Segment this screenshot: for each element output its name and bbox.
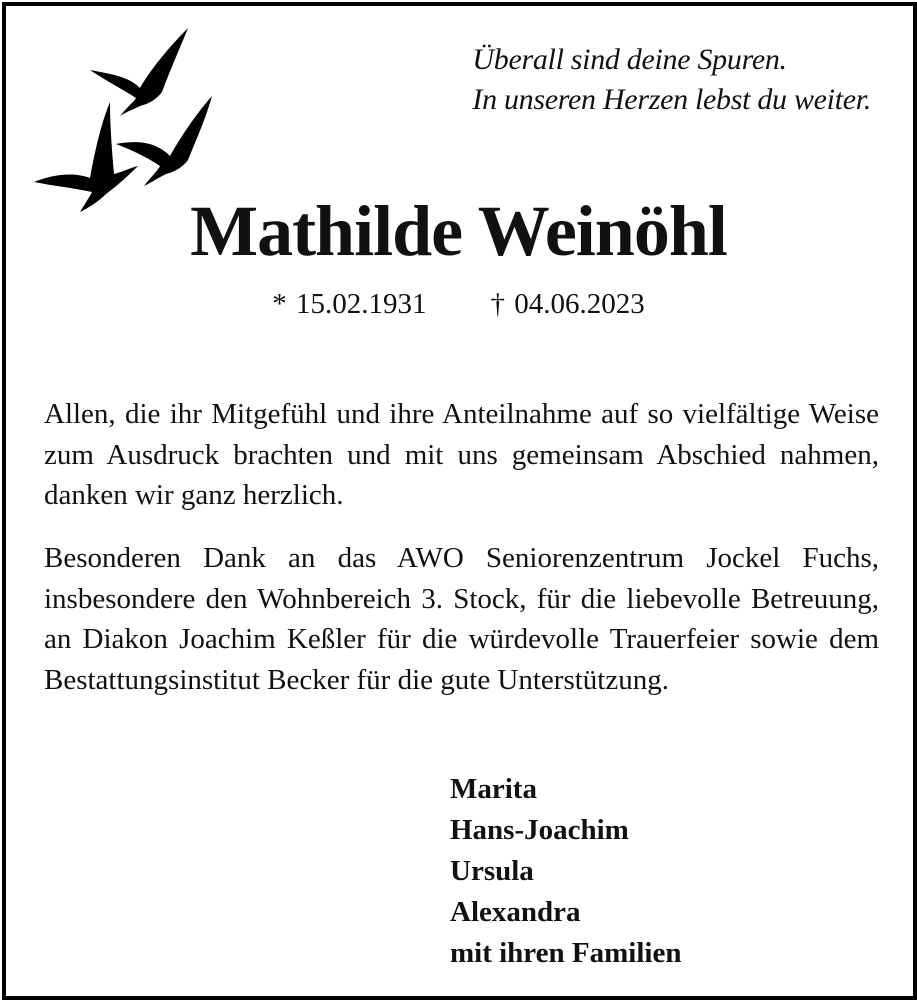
life-dates bbox=[0, 284, 917, 324]
motto-line-2: In unseren Herzen lebst du weiter. bbox=[472, 83, 871, 116]
death-date: † 04.06.2023 bbox=[490, 288, 645, 320]
motto-line-1: Überall sind deine Spuren. bbox=[472, 43, 787, 76]
birth-date: * 15.02.1931 bbox=[272, 288, 427, 320]
signer: Alexandra bbox=[450, 896, 581, 928]
signer: Hans-Joachim bbox=[450, 814, 629, 846]
special-thanks-paragraph: Besonderen Dank an das AWO Seniorenzentrum Jockel Fuchs, insbesondere den Wohnbereich 3. Stock, für die liebevolle Betreuung, an Diakon Joachim Keßler für die würdevolle Trauerfeier sowie dem Bestattungsinstitut Becker für die gute Unterstützung. bbox=[44, 542, 879, 696]
signer: Marita bbox=[450, 773, 537, 805]
bird-top-icon bbox=[90, 28, 188, 116]
deceased-name: Mathilde Weinöhl bbox=[190, 191, 727, 271]
thanks-paragraph: Allen, die ihr Mitgefühl und ihre Anteilnahme auf so vielfältige Weise zum Ausdruck brachten und mit uns gemeinsam Abschied nahmen, danken wir ganz herzlich. bbox=[44, 398, 879, 511]
signer: Ursula bbox=[450, 855, 534, 887]
signers-list bbox=[450, 769, 681, 974]
signer: mit ihren Familien bbox=[450, 937, 682, 969]
motto-quote bbox=[472, 40, 871, 120]
